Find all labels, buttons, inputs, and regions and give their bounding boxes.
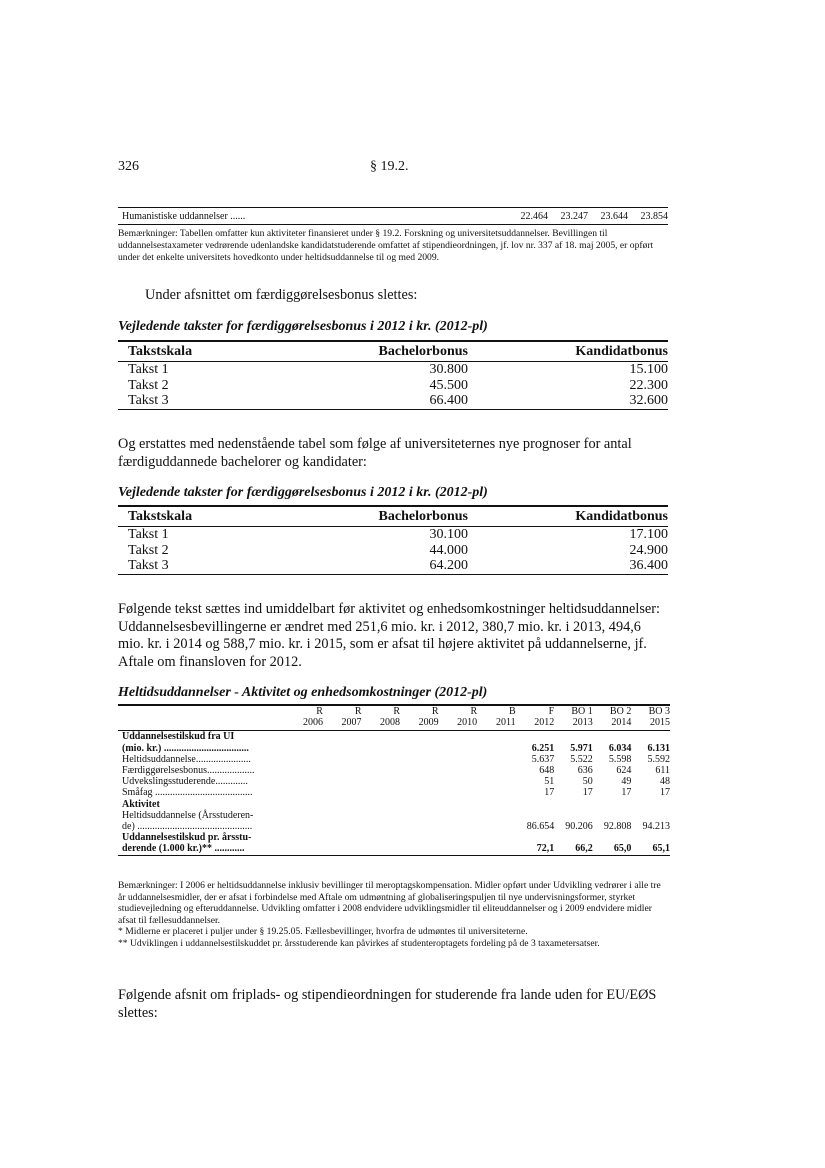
column-type: F [548,706,555,717]
table-cell [593,731,632,743]
table-cell: 15.100 [629,362,668,377]
humanistic-values [514,211,668,222]
table-cell-empty [439,776,478,787]
table-cell-empty [362,832,401,843]
table-cell-empty [400,810,439,821]
table-cell-empty [284,776,323,787]
table-3-title: Heltidsuddannelser - Aktivitet og enhedsomkostninger (2012-pl) [118,685,488,700]
row-label: de) .............................................. [122,821,253,833]
table-cell: 45.500 [429,377,468,393]
paragraph-2: Og erstattes med nedenstående tabel som følge af universiteternes nye prognoser for antal færdiguddannede bachelorer og kandidater: [118,436,632,470]
column-type: BO 3 [648,706,670,717]
table-cell: 17 [544,787,555,799]
table-cell-empty [284,754,323,765]
column-type: BO 2 [609,706,632,717]
table-cell-empty [477,776,516,787]
table-cell: Takst 2 [128,542,169,558]
table-cell-empty [323,821,362,832]
table-cell-empty [323,799,362,810]
table-cell-empty [284,832,323,843]
humanistic-value: 22.464 [520,211,548,222]
table-cell: 36.400 [629,558,668,573]
table-cell: 611 [655,765,670,777]
table-cell-empty [362,765,401,776]
table-cell: 6.131 [647,742,670,754]
table-cell-empty [439,843,478,855]
table-cell: Takst 2 [128,377,169,393]
column-type: BO 1 [571,706,593,717]
table-cell-empty [284,821,323,832]
table-cell: 92.808 [603,821,632,833]
table-row [118,843,670,855]
row-label: Uddannelsestilskud pr. årsstu- [122,832,252,844]
table-row [118,743,670,754]
table-cell-empty [323,843,362,855]
table-cell-empty [439,743,478,754]
column-year: 2008 [362,717,401,731]
table-cell: 32.600 [629,393,668,408]
column-type: R [431,706,439,717]
table-row [118,558,668,574]
table-cell: 66.400 [429,393,468,408]
table-3-type-row [118,705,670,717]
table-cell-empty [284,810,323,821]
table-cell-empty [477,787,516,798]
row-label: Uddannelsestilskud fra UI [122,731,235,743]
column-year: 2013 [554,717,593,731]
table-cell: 17 [621,787,632,799]
column-type: R [354,706,362,717]
table-cell-empty [284,799,323,810]
table-cell: 66,2 [575,843,593,855]
table-row [118,776,670,787]
table-cell [554,731,593,743]
table-cell-empty [323,810,362,821]
table-cell: 94.213 [642,821,670,833]
table-cell-empty [439,731,478,743]
table-cell: Takst 3 [128,558,169,573]
humanistic-label: Humanistiske uddannelser ...... [122,211,246,222]
table-cell-empty [323,731,362,743]
table-cell-empty [400,832,439,843]
remarks-2-note-2: ** Udviklingen i uddannelsestilskuddet pr. årsstuderende kan påvirkes af studenteroptagets fordeling på de 3 taxametersatser. [118,937,600,949]
column-year: 2009 [400,717,439,731]
page-number: 326 [118,159,139,174]
table-cell-empty [439,787,478,798]
table-cell-empty [400,787,439,798]
table-row [118,393,668,409]
table-row [118,787,670,798]
table-cell-empty [439,765,478,776]
table-cell: Takst 1 [128,362,169,377]
table-cell: 5.592 [647,753,670,765]
paragraph-1: Under afsnittet om færdiggørelsesbonus slettes: [145,287,418,303]
table-row [118,731,670,743]
column-year: 2011 [477,717,516,731]
table-1-header: Bachelorbonus [328,341,468,362]
table-cell-empty [362,799,401,810]
table-cell-empty [400,743,439,754]
table-cell: 6.034 [608,742,632,754]
table-cell-empty [362,821,401,832]
remarks-2-main: Bemærkninger: I 2006 er heltidsuddannelse inklusiv bevillinger til meroptagskompensation. Midler opført under Udvikling vedrører i alle tre år uddannelsesmidler, der er afsat i forbindelse med Aftale om udmøntning af globaliseringspuljen til nye undervisningsformer, styrket studievejledning og efteruddannelse. Udvikling omfatter i 2008 endvidere udviklingsmidler til eliteuddannelser og i 2009 endvidere midler afsat til fællesuddannelser. [118,880,661,926]
table-cell: 44.000 [429,542,468,558]
table-cell-empty [439,799,478,810]
row-label: Færdiggørelsesbonus................... [122,765,255,777]
table-cell [516,810,555,821]
row-label: Heltidsuddannelse...................... [122,753,251,765]
table-row [118,378,668,394]
table-cell-empty [284,743,323,754]
table-2-header: Takstskala [118,506,328,527]
table-row [118,754,670,765]
table-cell-empty [323,776,362,787]
table-cell-empty [439,754,478,765]
column-type: R [470,706,478,717]
row-label: derende (1.000 kr.)** ............ [122,843,245,855]
table-row [118,543,668,559]
table-cell-empty [439,810,478,821]
table-cell-empty [477,810,516,821]
table-cell-empty [477,843,516,855]
table-cell: 6.251 [531,742,555,754]
table-cell-empty [477,832,516,843]
table-cell-empty [477,821,516,832]
table-cell: Takst 3 [128,393,169,408]
humanistic-value: 23.854 [640,211,668,222]
table-cell-empty [284,731,323,743]
table-3 [118,704,670,856]
table-cell-empty [362,776,401,787]
table-cell-empty [400,754,439,765]
table-cell-empty [439,821,478,832]
humanistic-value: 23.644 [600,211,628,222]
table-cell-empty [362,754,401,765]
table-cell-empty [323,743,362,754]
table-row [118,765,670,776]
humanistic-row [118,207,668,225]
table-row [118,832,670,843]
table-cell [516,799,555,810]
table-cell: 65,1 [652,843,670,855]
table-row [118,362,668,378]
table-cell-empty [400,799,439,810]
table-row [118,821,670,832]
paragraph-4: Følgende afsnit om friplads- og stipendieordningen for studerende fra lande uden for EU/EØS slettes: [118,987,657,1021]
table-cell [554,799,593,810]
table-cell-empty [362,787,401,798]
row-label: Udvekslingsstuderende............. [122,776,248,788]
row-label: Småfag ....................................... [122,787,253,799]
remarks-1: Bemærkninger: Tabellen omfatter kun aktiviteter finansieret under § 19.2. Forskning og universitetsuddannelser. Bevillingen til uddannelsestaxameter vedrørende udenlandske kandidatstuderende omfattet af stipendieordningen, jf. lov nr. 337 af 18. maj 2005, er opført under det enkelte universitets hovedkonto under heltidsuddannelse til og med 2009. [118,228,654,263]
table-cell: 64.200 [429,558,468,573]
paragraph-3: Følgende tekst sættes ind umiddelbart før aktivitet og enhedsomkostninger heltidsuddannelser: Uddannelsesbevillingerne er ændret med 251,6 mio. kr. i 2012, 380,7 mio. kr. i 2013, 494,6 mio. kr. i 2014 og 588,7 mio. kr. i 2015, som er afsat til højere aktivitet på uddannelserne, jf. Aftale om finansloven for 2012. [118,601,660,670]
column-type: B [509,706,516,717]
table-cell: 17 [660,787,670,799]
humanistic-value: 23.247 [560,211,588,222]
table-cell: Takst 1 [128,527,169,542]
table-cell: 624 [616,765,632,777]
table-1 [118,340,668,410]
table-cell: 648 [539,765,555,777]
table-cell: 49 [621,776,632,788]
table-cell: 17.100 [629,527,668,542]
table-cell-empty [439,832,478,843]
table-cell [516,731,555,743]
column-year: 2010 [439,717,478,731]
table-cell [593,810,632,821]
table-cell-empty [477,754,516,765]
table-cell [554,832,593,843]
table-cell-empty [284,843,323,855]
column-type: R [316,706,323,717]
table-2-header: Kandidatbonus [468,506,668,527]
column-year: 2006 [284,717,323,731]
table-cell: 636 [577,765,593,777]
table-1-title: Vejledende takster for færdiggørelsesbonus i 2012 i kr. (2012-pl) [118,319,488,334]
table-row [118,799,670,810]
table-cell: 72,1 [536,843,555,855]
table-cell: 5.971 [570,742,593,754]
table-cell-empty [400,731,439,743]
table-cell-empty [362,731,401,743]
column-year: 2015 [631,717,670,731]
row-label: Aktivitet [122,798,160,810]
table-cell: 48 [660,776,670,788]
table-cell: 65,0 [613,843,632,855]
column-year: 2007 [323,717,362,731]
table-2-header: Bachelorbonus [328,506,468,527]
table-cell: 17 [582,787,593,799]
table-cell: 5.522 [570,753,593,765]
table-cell [593,832,632,843]
table-cell-empty [323,754,362,765]
table-cell: 24.900 [629,542,668,558]
table-cell-empty [477,731,516,743]
table-cell: 30.800 [429,362,468,377]
table-1-header: Kandidatbonus [468,341,668,362]
table-cell-empty [477,799,516,810]
table-cell-empty [477,743,516,754]
table-cell: 51 [544,776,555,788]
table-cell [554,810,593,821]
table-cell [631,799,670,810]
table-cell-empty [400,765,439,776]
table-cell-empty [323,832,362,843]
table-cell: 5.598 [608,753,632,765]
table-cell-empty [284,765,323,776]
table-cell-empty [284,787,323,798]
table-cell-empty [400,821,439,832]
column-year: 2014 [593,717,632,731]
table-cell [516,832,555,843]
row-label: Heltidsuddannelse (Årsstuderen- [122,809,254,821]
table-cell-empty [362,743,401,754]
table-cell-empty [400,843,439,855]
table-cell-empty [362,843,401,855]
remarks-2-note-1: * Midlerne er placeret i puljer under § 19.25.05. Fællesbevillinger, hvorfra de udmøntes til universiteterne. [118,926,528,938]
table-cell: 90.206 [565,821,593,833]
table-cell-empty [362,810,401,821]
table-row [118,810,670,821]
table-1-header: Takstskala [118,341,328,362]
table-cell-empty [323,787,362,798]
section-number: § 19.2. [370,159,409,174]
table-2-title: Vejledende takster for færdiggørelsesbonus i 2012 i kr. (2012-pl) [118,485,488,500]
table-cell [631,832,670,843]
column-type: R [393,706,401,717]
table-row [118,527,668,543]
table-cell-empty [400,776,439,787]
column-year: 2012 [516,717,555,731]
table-cell: 30.100 [429,527,468,542]
table-cell: 22.300 [629,377,668,393]
table-cell: 86.654 [526,821,555,833]
table-cell [593,799,632,810]
remarks-2 [118,880,670,950]
table-3-year-row [118,717,670,731]
table-cell: 50 [582,776,593,788]
table-2 [118,505,668,575]
table-cell-empty [323,765,362,776]
table-cell [631,731,670,743]
table-cell: 5.637 [531,753,555,765]
table-cell [631,810,670,821]
table-cell-empty [477,765,516,776]
row-label: (mio. kr.) .................................. [122,742,249,754]
